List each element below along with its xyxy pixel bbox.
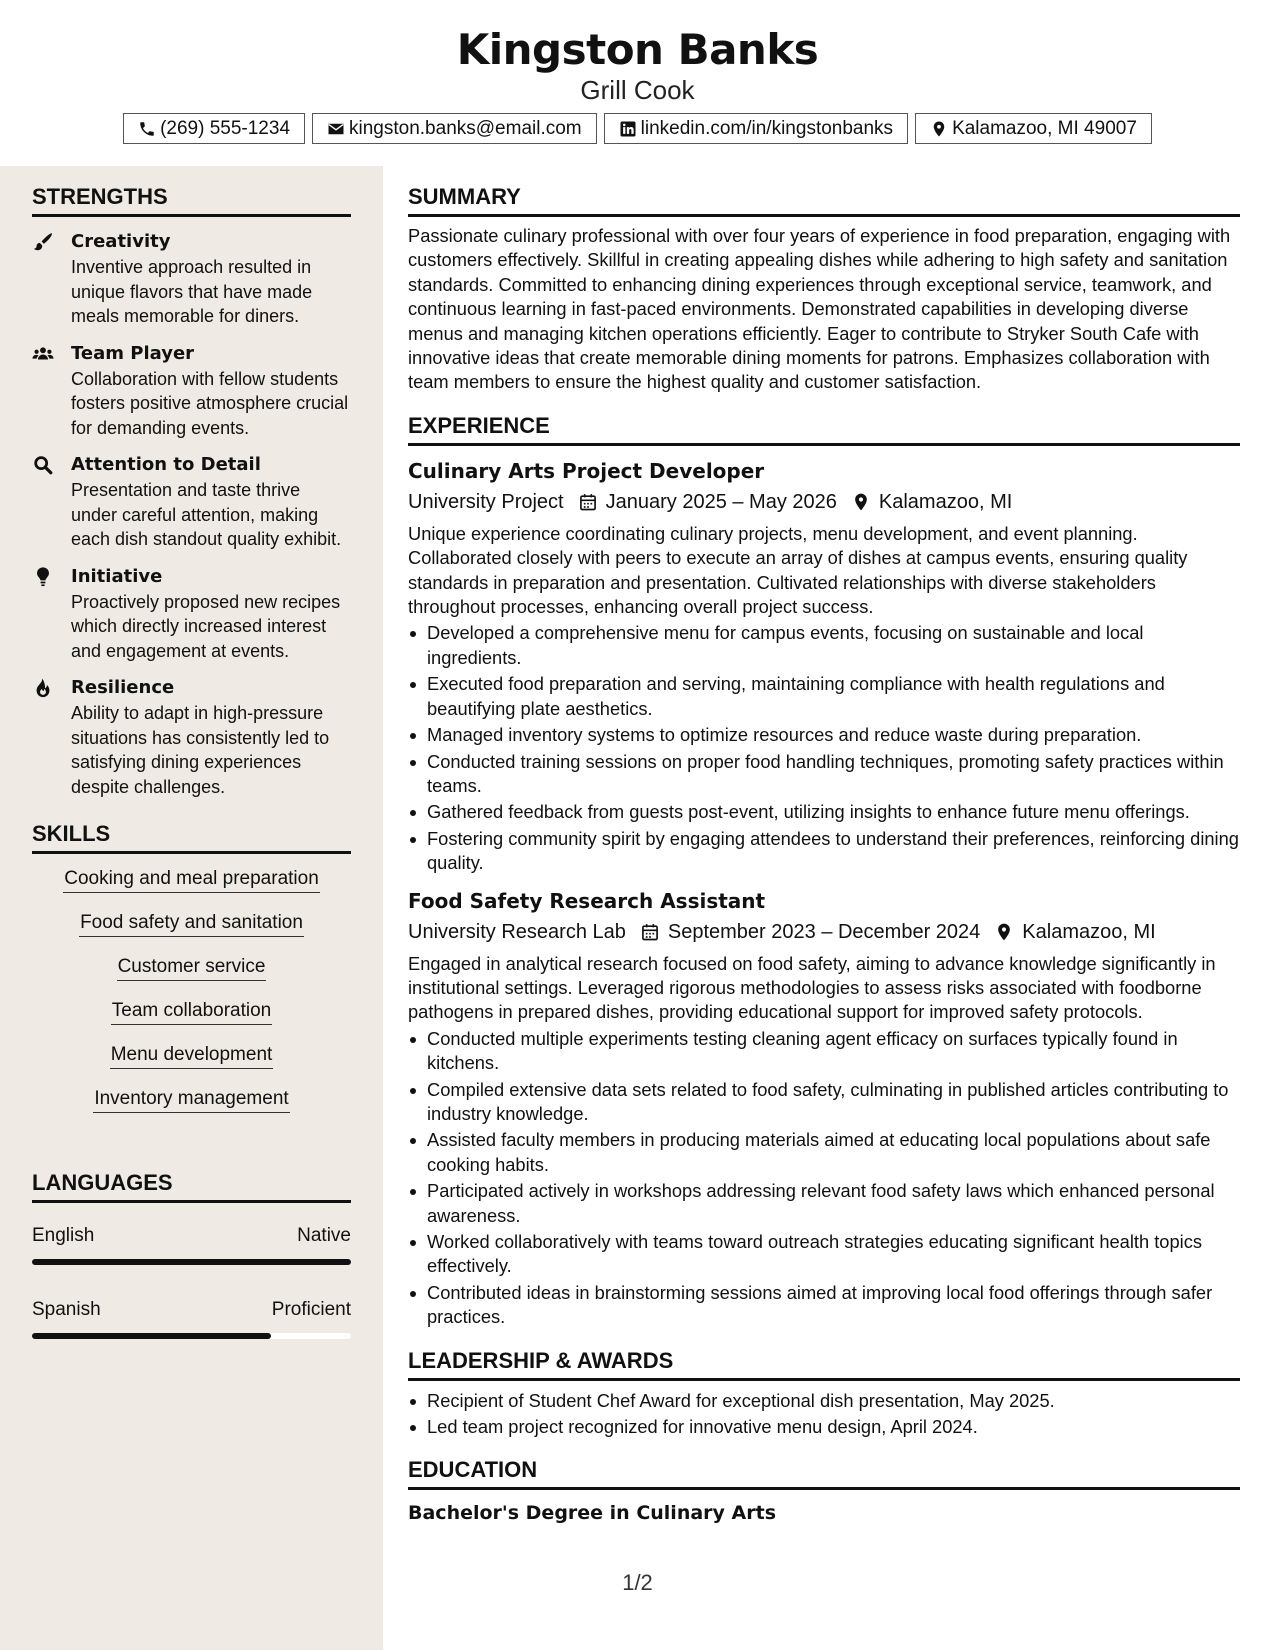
strength-description: Collaboration with fellow students fosters positive atmosphere crucial for demanding events. [71,368,349,438]
job-dates: September 2023 – December 2024 [667,920,981,943]
job-entry [408,457,1240,876]
strengths-heading: STRENGTHS [32,184,351,217]
skill-item: Food safety and sanitation [79,910,304,937]
contact-email-text: kingston.banks@email.com [349,117,582,139]
main-column [408,166,1240,1526]
users-icon [32,343,54,365]
strength-item [32,452,383,552]
language-proficiency-bar [32,1259,351,1265]
language-proficiency-fill [32,1333,271,1339]
language-level: Native [297,1225,351,1246]
language-level: Proficient [271,1299,351,1320]
job-location: Kalamazoo, MI [1022,920,1156,943]
strength-title: Initiative [71,565,163,587]
education-section [408,1457,1240,1526]
job-bullet: Participated actively in workshops addressing relevant food safety laws which enhanced personal awareness. [408,1179,1240,1228]
job-bullets [408,1027,1240,1330]
job-dates: January 2025 – May 2026 [605,490,837,513]
job-bullet: Conducted multiple experiments testing cleaning agent efficacy on surfaces typically found in kitchens. [408,1027,1240,1076]
contact-linkedin[interactable] [604,113,908,144]
strength-description: Inventive approach resulted in unique flavors that have made meals memorable for diners. [71,257,313,326]
resume-header [0,0,1275,166]
contact-phone[interactable] [123,113,305,144]
contact-location[interactable] [915,113,1152,144]
sidebar [0,166,383,1650]
job-bullet: Conducted training sessions on proper food handling techniques, promoting safety practices within teams. [408,750,1240,799]
job-org: University Project [408,490,564,513]
job-bullet: Developed a comprehensive menu for campus events, focusing on sustainable and local ingredients. [408,621,1240,670]
languages-heading: LANGUAGES [32,1170,351,1203]
strength-title: Resilience [71,677,175,698]
skill-item: Customer service [117,954,267,981]
education-heading: EDUCATION [408,1457,1240,1490]
strength-item [32,229,383,329]
award-item: Led team project recognized for innovative menu design, April 2024. [408,1415,1240,1439]
job-title: Food Safety Research Assistant [408,888,766,913]
paintbrush-icon [32,231,54,253]
job-bullet: Managed inventory systems to optimize resources and reduce waste during preparation. [408,723,1240,747]
job-bullet: Compiled extensive data sets related to food safety, culminating in published articles contributing to industry knowledge. [408,1078,1240,1127]
strength-description: Proactively proposed new recipes which directly increased interest and engagement at events. [71,591,341,661]
job-org: University Research Lab [408,920,626,943]
envelope-icon [327,120,345,138]
phone-icon [138,120,156,138]
contact-email[interactable] [312,113,597,144]
map-pin-icon [930,120,948,138]
flame-icon [32,677,54,699]
job-bullet: Fostering community spirit by engaging attendees to understand their preferences, reinforcing dining quality. [408,827,1240,876]
strength-description: Ability to adapt in high-pressure situations has consistently led to satisfying dining experiences despite challenges. [71,703,330,797]
contact-phone-text: (269) 555-1234 [160,117,291,139]
strength-description: Presentation and taste thrive under careful attention, making each dish standout quality exhibit. [71,480,342,549]
skill-item: Team collaboration [111,998,272,1025]
job-entry [408,887,1240,1330]
magnifier-icon [32,454,54,476]
contact-bar [0,113,1275,144]
experience-section [408,413,1240,1330]
strength-title: Attention to Detail [71,454,261,475]
contact-location-text: Kalamazoo, MI 49007 [952,117,1137,139]
strength-title: Team Player [71,342,195,364]
job-title: Culinary Arts Project Developer [408,458,765,483]
summary-heading: SUMMARY [408,184,1240,217]
language-proficiency-fill [32,1259,351,1265]
language-item [32,1297,351,1339]
strengths-section [0,166,383,799]
candidate-title: Grill Cook [580,75,695,105]
job-bullet: Assisted faculty members in producing materials aimed at educating local populations about safe cooking habits. [408,1128,1240,1177]
job-bullet: Executed food preparation and serving, maintaining compliance with health regulations and beautifying plate aesthetics. [408,672,1240,721]
awards-list [408,1389,1240,1440]
experience-heading: EXPERIENCE [408,413,1240,446]
candidate-name: Kingston Banks [456,25,819,74]
page-number: 1/2 [622,1570,653,1595]
summary-section [408,184,1240,395]
job-meta [408,487,1240,517]
skills-list [32,866,351,1130]
job-bullet: Contributed ideas in brainstorming sessions aimed at improving local food offerings through safer practices. [408,1281,1240,1330]
map-pin-icon [851,492,871,512]
education-degree: Bachelor's Degree in Culinary Arts [408,1502,777,1525]
job-description: Unique experience coordinating culinary projects, menu development, and event planning. Collaborated closely with peers to execute an array of dishes at campus events, ensuring quality standards in preparation and presentation. Cultivated relationships with diverse stakeholders throughout processes, enhancing overall project success. [408,522,1188,618]
language-name: English [32,1225,95,1246]
skills-section [0,821,383,1130]
language-item [32,1223,351,1265]
strength-title: Creativity [71,231,171,252]
skill-item: Inventory management [93,1086,289,1113]
skill-item: Menu development [110,1042,274,1069]
job-location: Kalamazoo, MI [878,490,1013,513]
job-meta [408,917,1240,947]
lightbulb-icon [32,566,54,588]
summary-text: Passionate culinary professional with over four years of experience in food preparation, engaging with customers effectively. Skillful in creating appealing dishes while adhering to high safety and sanitation standards. Committed to enhancing dining experiences through exceptional service, teamwork, and continuous learning in fast-paced environments. Demonstrated capabilities in developing diverse menus and managing kitchen operations efficiently. Eager to contribute to Stryker South Cafe with innovative ideas that create memorable dining moments for patrons. Emphasizes collaboration with team members to ensure the highest quality and customer satisfaction. [408,225,1231,393]
job-description: Engaged in analytical research focused on food safety, aiming to advance knowledge significantly in institutional settings. Leveraged rigorous methodologies to assess risks associated with foodborne pathogens in prepared dishes, providing educational support for improved safety protocols. [408,952,1216,1023]
language-name: Spanish [32,1299,101,1320]
job-bullet: Worked collaboratively with teams toward outreach strategies educating significant health topics effectively. [408,1230,1240,1279]
awards-section [408,1348,1240,1440]
awards-heading: LEADERSHIP & AWARDS [408,1348,1240,1381]
linkedin-icon [619,120,637,138]
calendar-icon [578,492,598,512]
strength-item [32,675,383,799]
contact-linkedin-text: linkedin.com/in/kingstonbanks [640,117,894,139]
strength-item [32,564,383,664]
calendar-icon [640,922,660,942]
award-item: Recipient of Student Chef Award for exceptional dish presentation, May 2025. [408,1389,1240,1413]
strength-item [32,341,383,441]
languages-section [0,1170,383,1339]
map-pin-icon [994,922,1014,942]
skill-item: Cooking and meal preparation [63,866,320,893]
job-bullets [408,621,1240,875]
skills-heading: SKILLS [32,821,351,854]
job-bullet: Gathered feedback from guests post-event, utilizing insights to enhance future menu offerings. [408,800,1240,824]
language-proficiency-bar [32,1333,351,1339]
